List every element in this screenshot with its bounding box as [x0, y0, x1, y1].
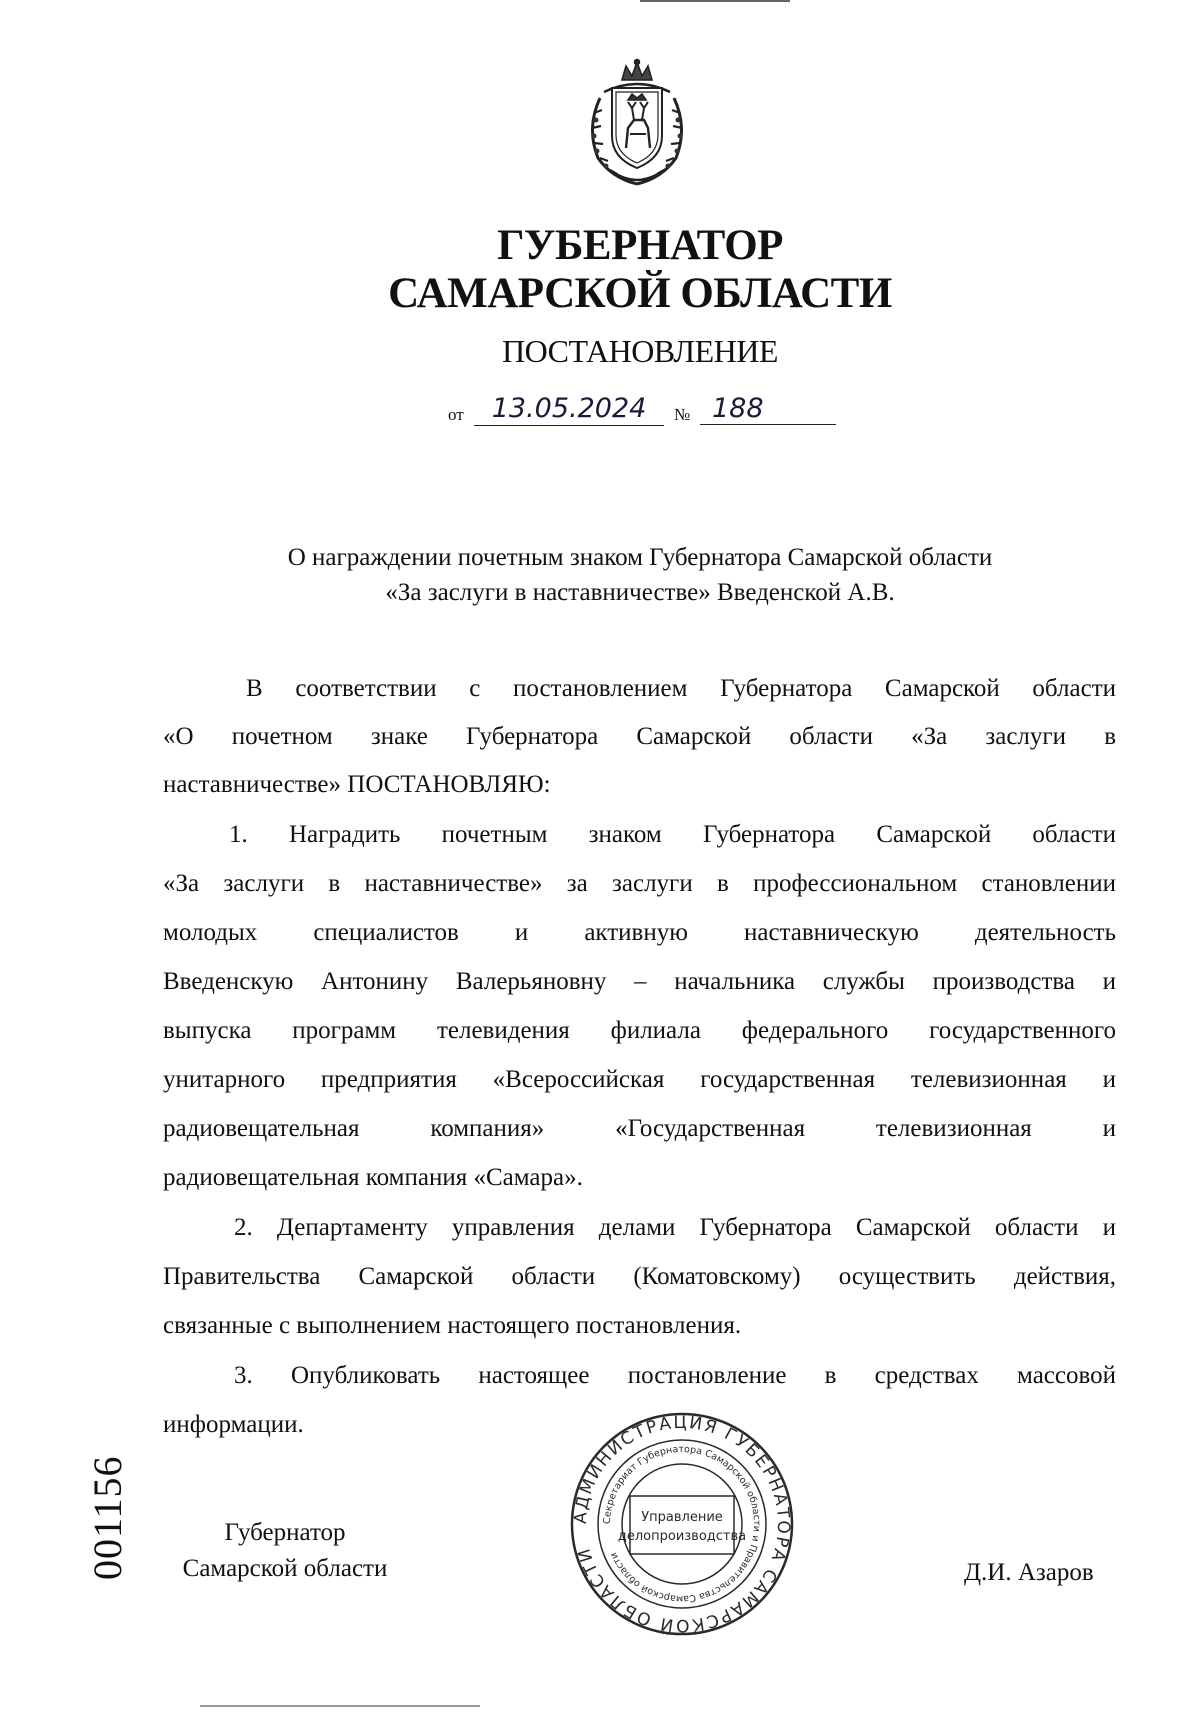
scan-edge-line [200, 1705, 480, 1707]
body-line: 2. Департаменту управления делами Губернатора Самарской области и [234, 1214, 1116, 1241]
body-line: унитарного предприятия «Всероссийская государственная телевизионная и [163, 1066, 1116, 1093]
body-line: радиовещательная компания «Самара». [163, 1164, 583, 1191]
document-type: ПОСТАНОВЛЕНИЕ [502, 333, 778, 369]
number-label: № [674, 405, 691, 424]
body-line: Правительства Самарской области (Коматовскому) осуществить действия, [163, 1263, 1116, 1290]
coat-of-arms-emblem [578, 58, 696, 190]
number-value: 188 [700, 393, 836, 425]
stamp-outer-text: АДМИНИСТРАЦИЯ ГУБЕРНАТОРА САМАРСКОЙ ОБЛАСТИ [570, 1412, 794, 1636]
signer-position: Губернатор [224, 1519, 346, 1546]
date-value: 13.05.2024 [474, 393, 664, 426]
signer-name: Д.И. Азаров [964, 1559, 1094, 1586]
registration-number: 001156 [85, 1455, 130, 1580]
stamp-inner-text: Секретариат Губернатора Самарской области и Правительства Самарской области [601, 1443, 763, 1605]
body-line: наставничестве» ПОСТАНОВЛЯЮ: [163, 771, 551, 798]
body-line: выпуска программ телевидения филиала федерального государственного [163, 1017, 1116, 1044]
date-number-line [448, 393, 840, 433]
body-line: Введенскую Антонину Валерьяновну – начальника службы производства и [163, 968, 1116, 995]
subject-line: О награждении почетным знаком Губернатора Самарской области [287, 544, 993, 571]
body-line: 3. Опубликовать настоящее постановление в средствах массовой [234, 1362, 1116, 1389]
official-stamp [568, 1410, 796, 1638]
body-line: 1. Наградить почетным знаком Губернатора Самарской области [229, 821, 1116, 848]
body-line: радиовещательная компания» «Государственная телевизионная и [163, 1115, 1116, 1142]
body-line: молодых специалистов и активную наставническую деятельность [163, 919, 1116, 946]
body-line: «О почетном знаке Губернатора Самарской области «За заслуги в [163, 723, 1116, 750]
authority-title-line1: ГУБЕРНАТОР [497, 222, 783, 269]
scan-edge-line [640, 0, 790, 2]
date-label: от [448, 405, 464, 424]
stamp-center-line1: Управление [641, 1510, 723, 1525]
signer-position: Самарской области [182, 1555, 388, 1582]
body-line: «За заслуги в наставничестве» за заслуги в профессиональном становлении [163, 870, 1116, 897]
subject-line: «За заслуги в наставничестве» Введенской А.В. [385, 579, 895, 606]
stamp-center-line2: делопроизводства [617, 1529, 747, 1544]
body-line: связанные с выполнением настоящего постановления. [163, 1312, 742, 1339]
authority-title-line2: САМАРСКОЙ ОБЛАСТИ [388, 270, 892, 317]
body-line: В соответствии с постановлением Губернатора Самарской области [246, 675, 1116, 702]
body-line: информации. [163, 1411, 304, 1438]
